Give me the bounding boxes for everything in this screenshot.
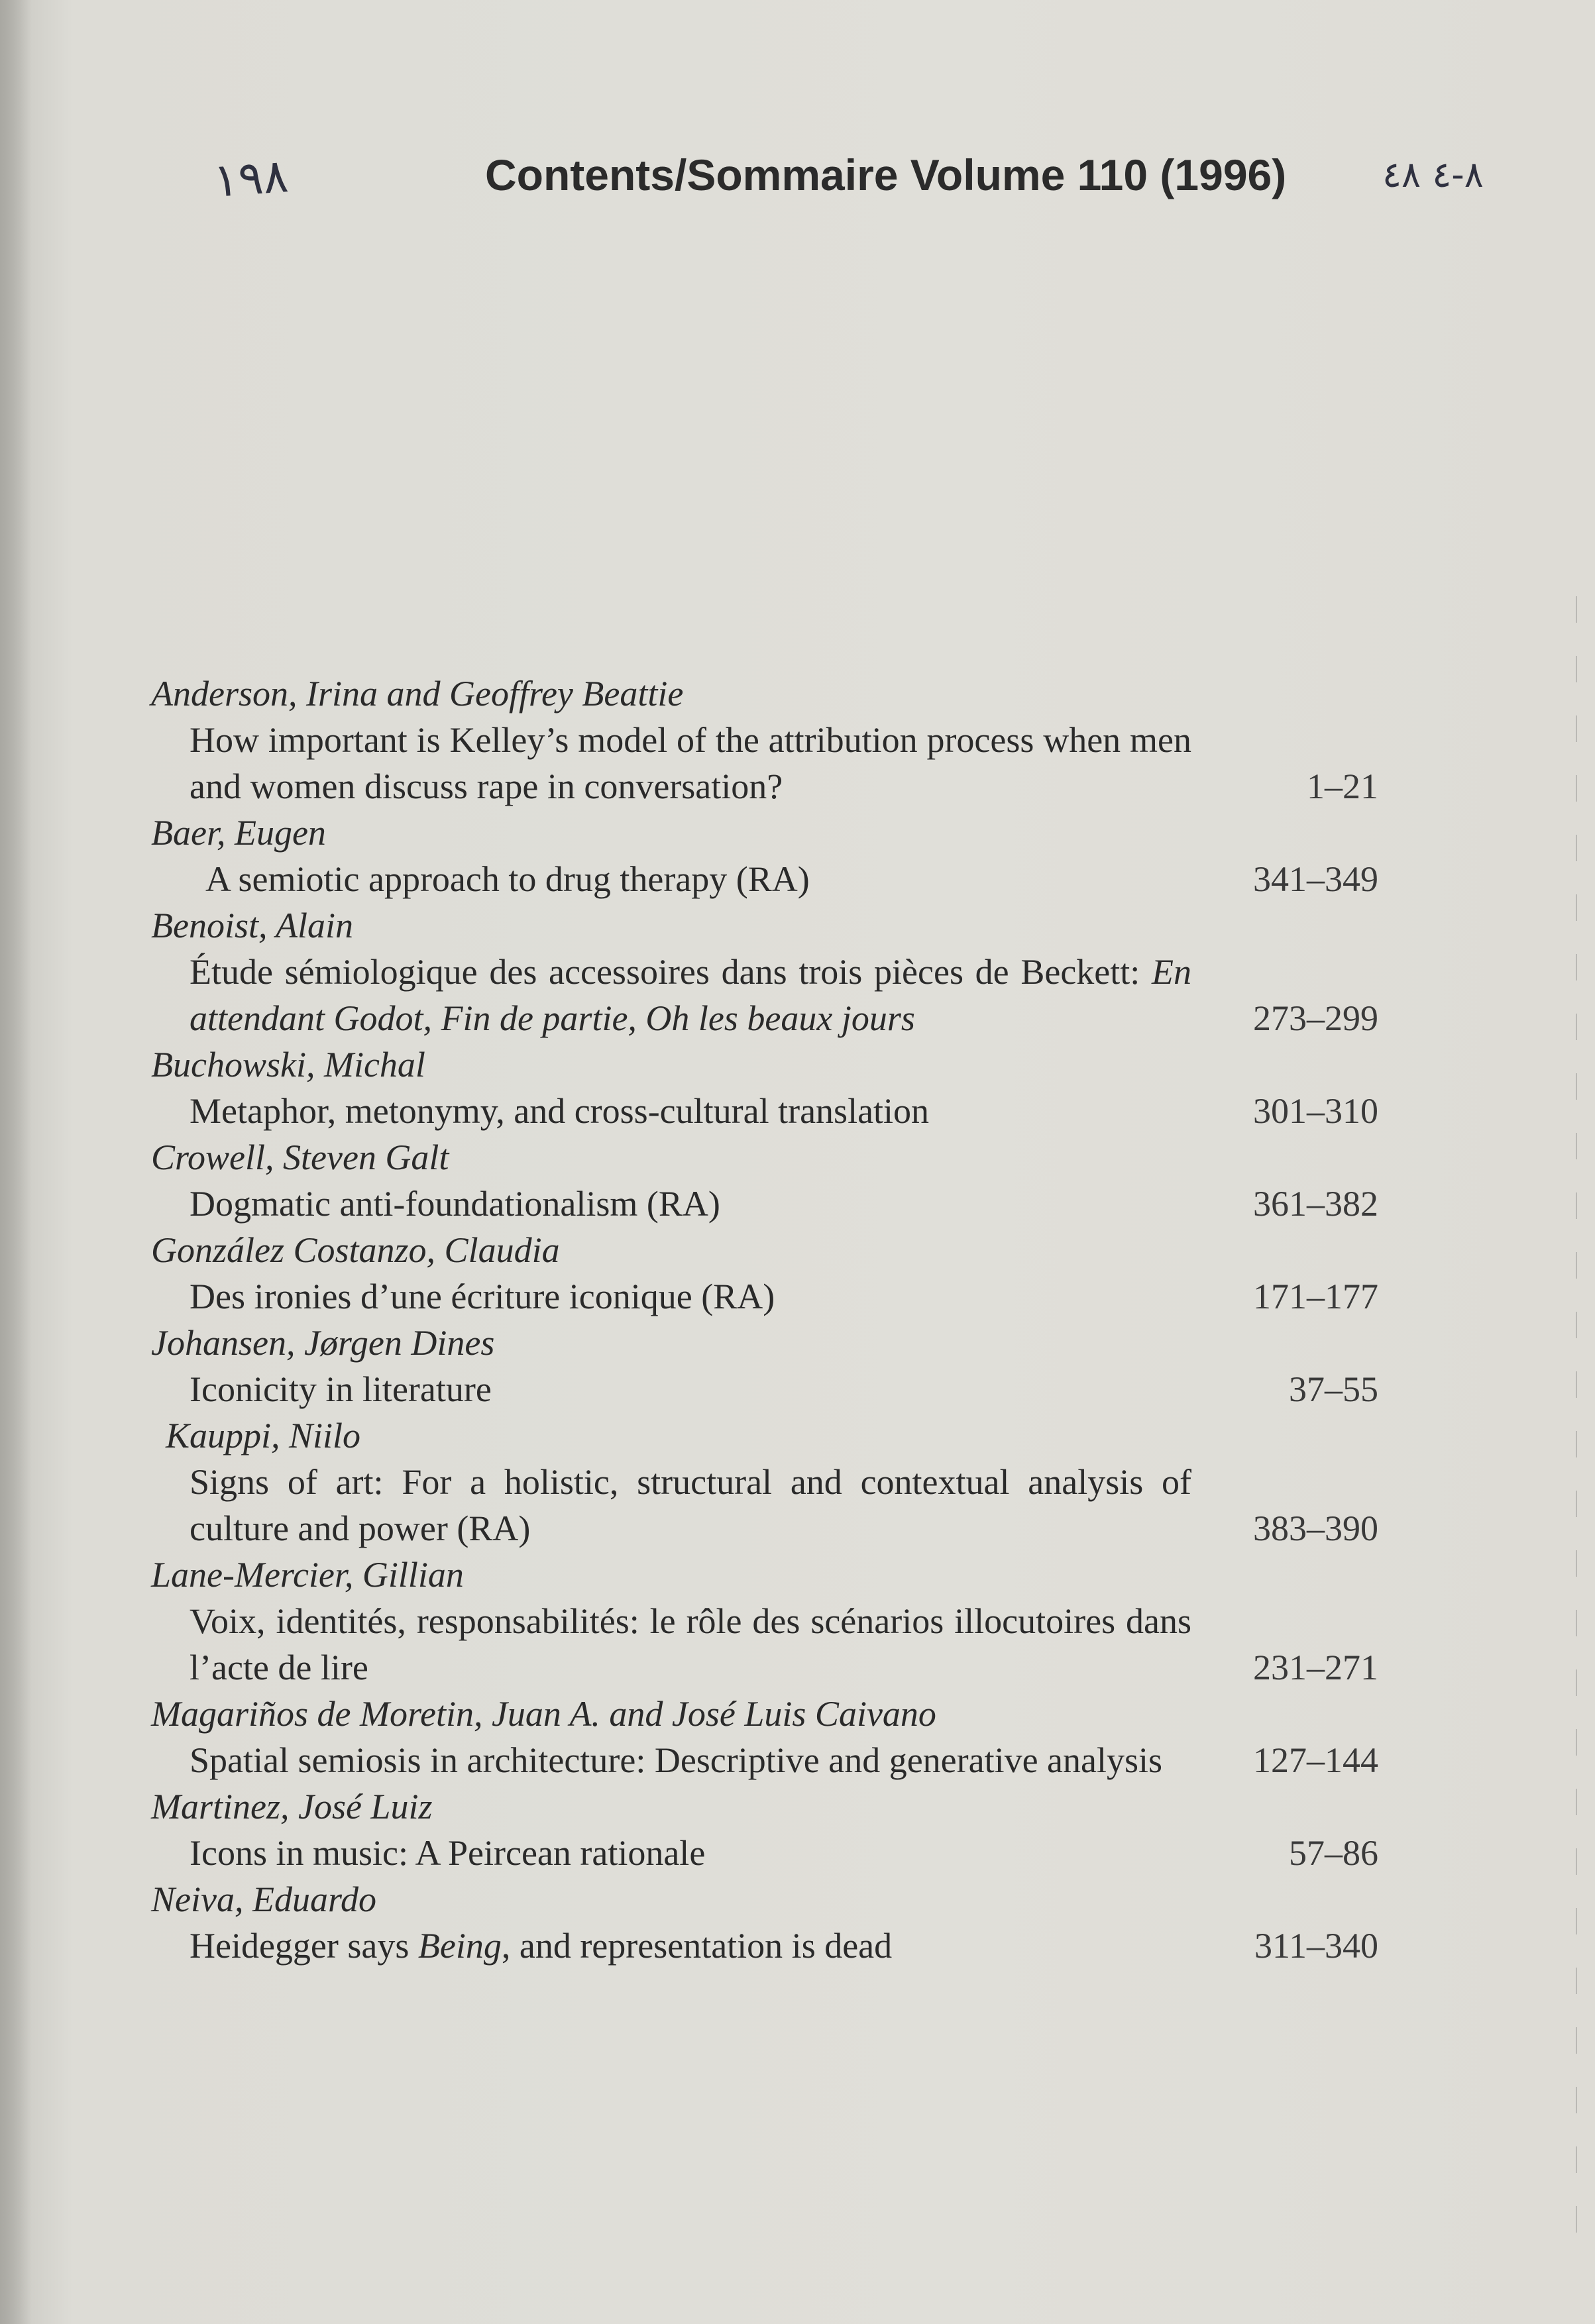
entry-title-plain: , and representation is dead bbox=[501, 1926, 893, 1966]
handwritten-page-number: ١٩٨ bbox=[211, 148, 290, 208]
entry-row bbox=[151, 1830, 1384, 1876]
entry-author: Anderson, Irina and Geoffrey Beattie bbox=[151, 674, 684, 713]
entry-title: How important is Kelley’s model of the attribution process when men and women discuss rape in conversation? bbox=[190, 720, 1191, 806]
entry-row bbox=[151, 1459, 1384, 1552]
entry-title bbox=[151, 949, 1191, 1041]
entry-pages: 273–299 bbox=[1253, 998, 1378, 1038]
entry-row bbox=[151, 1923, 1384, 1969]
spine-shadow bbox=[0, 0, 32, 2324]
entry-pages: 341–349 bbox=[1253, 859, 1378, 899]
entry-row bbox=[151, 717, 1384, 810]
page-title: Contents/Sommaire Volume 110 (1996) bbox=[485, 150, 1287, 199]
entry-author: Magariños de Moretin, Juan A. and José Luis Caivano bbox=[151, 1694, 936, 1734]
entry-pages: 383–390 bbox=[1253, 1508, 1378, 1548]
entry-title-plain: Étude sémiologique des accessoires dans trois pièces de Beckett: bbox=[190, 952, 1152, 992]
entry-author: Johansen, Jørgen Dines bbox=[151, 1323, 495, 1363]
toc-entry bbox=[151, 670, 1384, 810]
entry-author: Buchowski, Michal bbox=[151, 1045, 425, 1084]
entry-pages: 361–382 bbox=[1253, 1184, 1378, 1224]
entry-author: Neiva, Eduardo bbox=[151, 1879, 376, 1919]
entry-pages: 231–271 bbox=[1253, 1648, 1378, 1687]
entry-pages: 171–177 bbox=[1253, 1277, 1378, 1316]
entry-row bbox=[151, 1273, 1384, 1320]
entry-pages: 57–86 bbox=[1289, 1833, 1378, 1873]
entry-pages: 311–340 bbox=[1254, 1926, 1378, 1966]
entry-pages: 1–21 bbox=[1307, 766, 1378, 806]
margin-mark bbox=[1576, 596, 1577, 2252]
entry-title: Metaphor, metonymy, and cross-cultural translation bbox=[190, 1091, 930, 1131]
table-of-contents bbox=[151, 670, 1384, 1969]
entry-row bbox=[151, 1366, 1384, 1412]
toc-entry bbox=[151, 1783, 1384, 1876]
entry-title-italic: Being bbox=[417, 1926, 502, 1966]
entry-author: Benoist, Alain bbox=[151, 906, 353, 945]
toc-entry bbox=[151, 810, 1384, 902]
toc-entry bbox=[151, 1134, 1384, 1227]
entry-author: Martinez, José Luiz bbox=[151, 1787, 433, 1826]
toc-entry bbox=[151, 1876, 1384, 1969]
entry-title: Icons in music: A Peircean rationale bbox=[190, 1833, 706, 1873]
entry-author: González Costanzo, Claudia bbox=[151, 1230, 560, 1270]
handwritten-annotation: ٨-٤ ٤٨ bbox=[1382, 154, 1484, 195]
entry-row bbox=[151, 1598, 1384, 1691]
entry-title: Iconicity in literature bbox=[190, 1369, 492, 1409]
entry-row bbox=[151, 856, 1384, 902]
entry-author: Baer, Eugen bbox=[151, 813, 326, 853]
entry-row bbox=[151, 1737, 1384, 1783]
toc-entry bbox=[151, 1041, 1384, 1134]
entry-title: Dogmatic anti-foundationalism (RA) bbox=[190, 1184, 720, 1224]
entry-row bbox=[151, 1181, 1384, 1227]
entry-pages: 301–310 bbox=[1253, 1091, 1378, 1131]
entry-author: Crowell, Steven Galt bbox=[151, 1137, 449, 1177]
entry-pages: 127–144 bbox=[1253, 1740, 1378, 1780]
toc-entry bbox=[151, 1412, 1384, 1552]
entry-title bbox=[151, 1923, 1191, 1969]
entry-title: Signs of art: For a holistic, structural and contextual analysis of culture and power (RA) bbox=[190, 1462, 1191, 1548]
entry-title: Des ironies d’une écriture iconique (RA) bbox=[190, 1277, 775, 1316]
entry-pages: 37–55 bbox=[1289, 1369, 1378, 1409]
toc-entry bbox=[151, 1320, 1384, 1412]
toc-entry bbox=[151, 1552, 1384, 1691]
toc-entry bbox=[151, 1691, 1384, 1783]
entry-title-italic: En attendant Godot, Fin de partie, Oh les beaux jours bbox=[190, 952, 1191, 1038]
entry-title: Spatial semiosis in architecture: Descriptive and generative analysis bbox=[190, 1740, 1163, 1780]
entry-title: A semiotic approach to drug therapy (RA) bbox=[205, 859, 810, 899]
toc-entry bbox=[151, 1227, 1384, 1320]
entry-author: Kauppi, Niilo bbox=[166, 1416, 361, 1455]
entry-title-plain: Heidegger says bbox=[190, 1926, 418, 1966]
toc-entry bbox=[151, 902, 1384, 1041]
entry-row bbox=[151, 949, 1384, 1041]
entry-title: Voix, identités, responsabilités: le rôle des scénarios illocutoires dans l’acte de lire bbox=[190, 1601, 1191, 1687]
entry-row bbox=[151, 1088, 1384, 1134]
entry-author: Lane-Mercier, Gillian bbox=[151, 1555, 464, 1595]
